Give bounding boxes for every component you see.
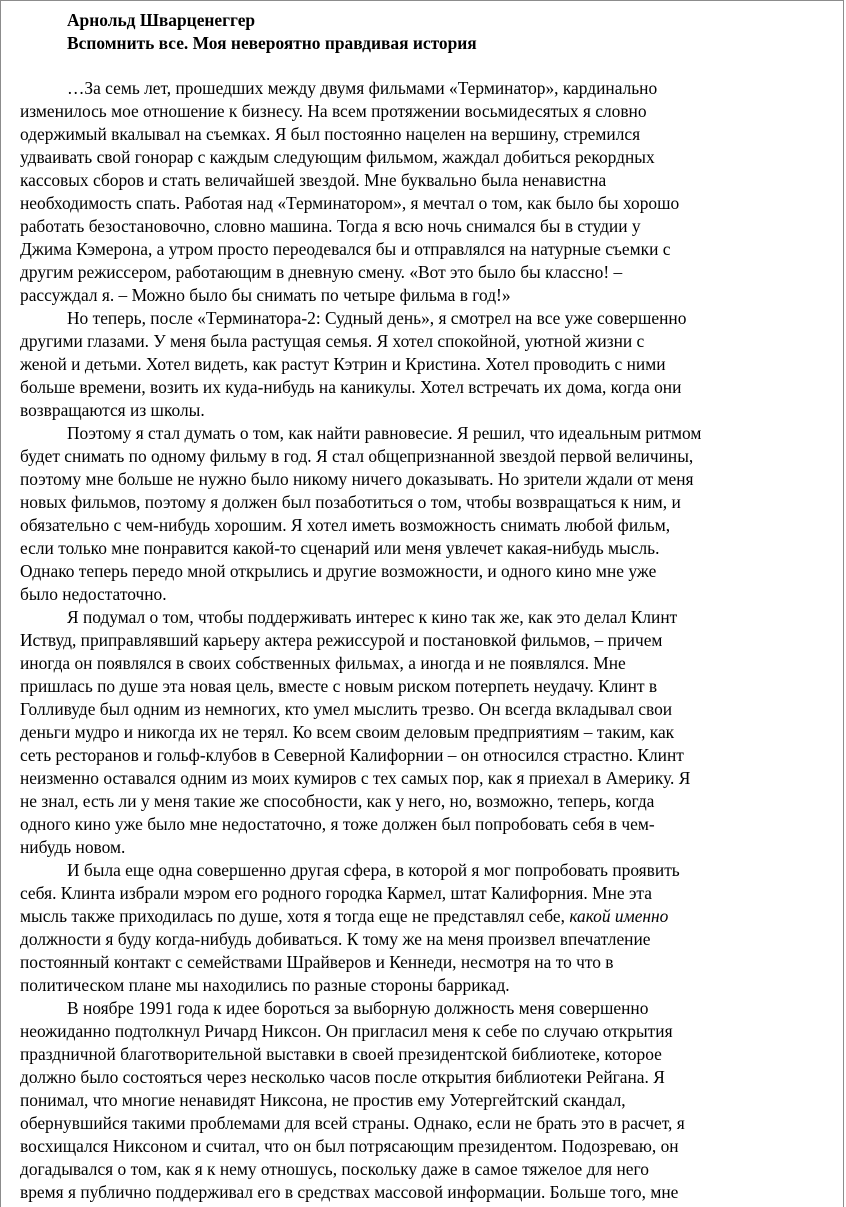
text-line (20, 353, 840, 376)
paragraph-start-line (20, 859, 840, 882)
line-text: поэтому мне больше не нужно было никому ничего доказывать. Но зрители ждали от меня (20, 469, 694, 489)
line-text: праздничной благотворительной выставки в своей президентской библиотеке, которое (20, 1044, 662, 1064)
line-text: будет снимать по одному фильму в год. Я стал общепризнанной звездой первой величины, (20, 446, 694, 466)
text-line (20, 1020, 840, 1043)
line-text: мысль также приходилась по душе, хотя я тогда еще не представлял себе, (20, 906, 570, 926)
text-line (20, 192, 840, 215)
text-line (20, 514, 840, 537)
line-text: больше времени, возить их куда-нибудь на каникулы. Хотел встречать их дома, когда они (20, 377, 682, 397)
text-line (20, 1181, 840, 1204)
line-text: Поэтому я стал думать о том, как найти равновесие. Я решил, что идеальным ритмом (67, 423, 702, 443)
line-text: И была еще одна совершенно другая сфера, в которой я мог попробовать проявить (67, 860, 680, 880)
text-line (20, 238, 840, 261)
text-line (20, 790, 840, 813)
line-text: догадывался о том, как я к нему отношусь, поскольку даже в самое тяжелое для него (20, 1159, 649, 1179)
text-line (20, 629, 840, 652)
line-text: деньги мудро и никогда их не терял. Ко всем своим деловым предприятиям – таким, как (20, 722, 675, 742)
emphasized-text: какой именно (569, 906, 669, 926)
line-text: …За семь лет, прошедших между двумя фильмами «Терминатор», кардинально (67, 78, 658, 98)
author-name: Арнольд Шварценеггер (67, 10, 256, 30)
line-text: Голливуде был одним из немногих, кто умел мыслить трезво. Он всегда вкладывал свои (20, 699, 673, 719)
line-text: должности я буду когда-нибудь добиваться. К тому же на меня произвел впечатление (20, 929, 651, 949)
text-line (20, 744, 840, 767)
line-text: изменилось мое отношение к бизнесу. На всем протяжении восьмидесятых я словно (20, 101, 647, 121)
paragraph-start-line (20, 422, 840, 445)
text-line (20, 1135, 840, 1158)
line-text: кассовых сборов и стать величайшей звездой. Мне буквально была ненавистна (20, 170, 607, 190)
line-text: сеть ресторанов и гольф-клубов в Северной Калифорнии – он относился страстно. Клинт (20, 745, 684, 765)
text-line (20, 261, 840, 284)
text-line (20, 560, 840, 583)
paragraph-start-line (20, 77, 840, 100)
text-line (20, 951, 840, 974)
line-text: работать безостановочно, словно машина. Тогда я всю ночь снимался бы в студии у (20, 216, 641, 236)
line-text: одного кино уже было мне недостаточно, я тоже должен был попробовать себя в чем- (20, 814, 655, 834)
text-line (20, 215, 840, 238)
line-text: постоянный контакт с семействами Шрайверов и Кеннеди, несмотря на то что в (20, 952, 614, 972)
text-line (20, 1158, 840, 1181)
paragraph-start-line (20, 606, 840, 629)
line-text: женой и детьми. Хотел видеть, как растут Кэтрин и Кристина. Хотел проводить с ними (20, 354, 666, 374)
line-text: себя. Клинта избрали мэром его родного городка Кармел, штат Калифорния. Мне эта (20, 883, 652, 903)
line-text: не знал, есть ли у меня такие же способности, как у него, но, возможно, теперь, когда (20, 791, 655, 811)
text-line (20, 905, 840, 928)
text-line (20, 928, 840, 951)
line-text: возвращаются из школы. (20, 400, 205, 420)
text-line (20, 721, 840, 744)
text-line (20, 169, 840, 192)
text-line (20, 767, 840, 790)
line-text: рассуждал я. – Можно было бы снимать по четыре фильма в год!» (20, 285, 511, 305)
text-line (20, 123, 840, 146)
line-text: Джима Кэмерона, а утром просто переодевался бы и отправлялся на натурные съемки с (20, 239, 671, 259)
line-text: Однако теперь передо мной открылись и другие возможности, и одного кино мне уже (20, 561, 657, 581)
text-line (20, 698, 840, 721)
line-text: должно было состояться через несколько часов после открытия библиотеки Рейгана. Я (20, 1067, 665, 1087)
text-line (20, 146, 840, 169)
line-text: нибудь новом. (20, 837, 126, 857)
line-text: Я подумал о том, чтобы поддерживать интерес к кино так же, как это делал Клинт (67, 607, 678, 627)
line-text: пришлась по душе эта новая цель, вместе с новым риском потерпеть неудачу. Клинт в (20, 676, 658, 696)
line-text: обернувшийся такими проблемами для всей страны. Однако, если не брать это в расчет, я (20, 1113, 685, 1133)
text-line (20, 376, 840, 399)
line-text: В ноябре 1991 года к идее бороться за выборную должность меня совершенно (67, 998, 649, 1018)
line-text: если только мне понравится какой-то сценарий или меня увлечет какая-нибудь мысль. (20, 538, 660, 558)
paragraph-start-line (20, 997, 840, 1020)
line-text: неизменно оставался одним из моих кумиров с тех самых пор, как я приехал в Америку. Я (20, 768, 691, 788)
paragraph-start-line (20, 307, 840, 330)
line-text: одержимый вкалывал на съемках. Я был постоянно нацелен на вершину, стремился (20, 124, 641, 144)
text-line (20, 836, 840, 859)
text-line (20, 882, 840, 905)
line-text: другими глазами. У меня была растущая семья. Я хотел спокойной, уютной жизни с (20, 331, 645, 351)
text-line (20, 583, 840, 606)
text-line (20, 974, 840, 997)
line-text: Но теперь, после «Терминатора-2: Судный день», я смотрел на все уже совершенно (67, 308, 687, 328)
text-line (20, 1112, 840, 1135)
text-line (20, 284, 840, 307)
text-line (20, 330, 840, 353)
text-line (20, 399, 840, 422)
text-line (20, 675, 840, 698)
line-text: восхищался Никсоном и считал, что он был потрясающим президентом. Подозреваю, он (20, 1136, 679, 1156)
line-text: обязательно с чем-нибудь хорошим. Я хотел иметь возможность снимать любой фильм, (20, 515, 671, 535)
text-line (20, 652, 840, 675)
line-text: другим режиссером, работающим в дневную смену. «Вот это было бы классно! – (20, 262, 623, 282)
text-line (20, 1089, 840, 1112)
text-line (20, 100, 840, 123)
text-line (20, 1066, 840, 1089)
body-text (20, 77, 840, 1204)
text-line (20, 468, 840, 491)
text-line (20, 445, 840, 468)
line-text: политическом плане мы находились по разные стороны баррикад. (20, 975, 510, 995)
text-line (20, 813, 840, 836)
line-text: время я публично поддерживал его в средствах массовой информации. Больше того, мне (20, 1182, 679, 1202)
text-line (20, 537, 840, 560)
text-line (20, 491, 840, 514)
line-text: иногда он появлялся в своих собственных фильмах, а иногда и не появлялся. Мне (20, 653, 626, 673)
line-text: удваивать свой гонорар с каждым следующим фильмом, жаждал добиться рекордных (20, 147, 655, 167)
line-text: Иствуд, приправлявший карьеру актера режиссурой и постановкой фильмов, – причем (20, 630, 663, 650)
line-text: новых фильмов, поэтому я должен был позаботиться о том, чтобы возвращаться к ним, и (20, 492, 681, 512)
line-text: необходимость спать. Работая над «Терминатором», я мечтал о том, как было бы хорошо (20, 193, 680, 213)
line-text: неожиданно подтолкнул Ричард Никсон. Он пригласил меня к себе по случаю открытия (20, 1021, 673, 1041)
document-header (67, 9, 477, 55)
book-title: Вспомнить все. Моя невероятно правдивая история (67, 33, 477, 53)
line-text: понимал, что многие ненавидят Никсона, не простив ему Уотергейтский скандал, (20, 1090, 626, 1110)
text-line (20, 1043, 840, 1066)
line-text: было недостаточно. (20, 584, 167, 604)
